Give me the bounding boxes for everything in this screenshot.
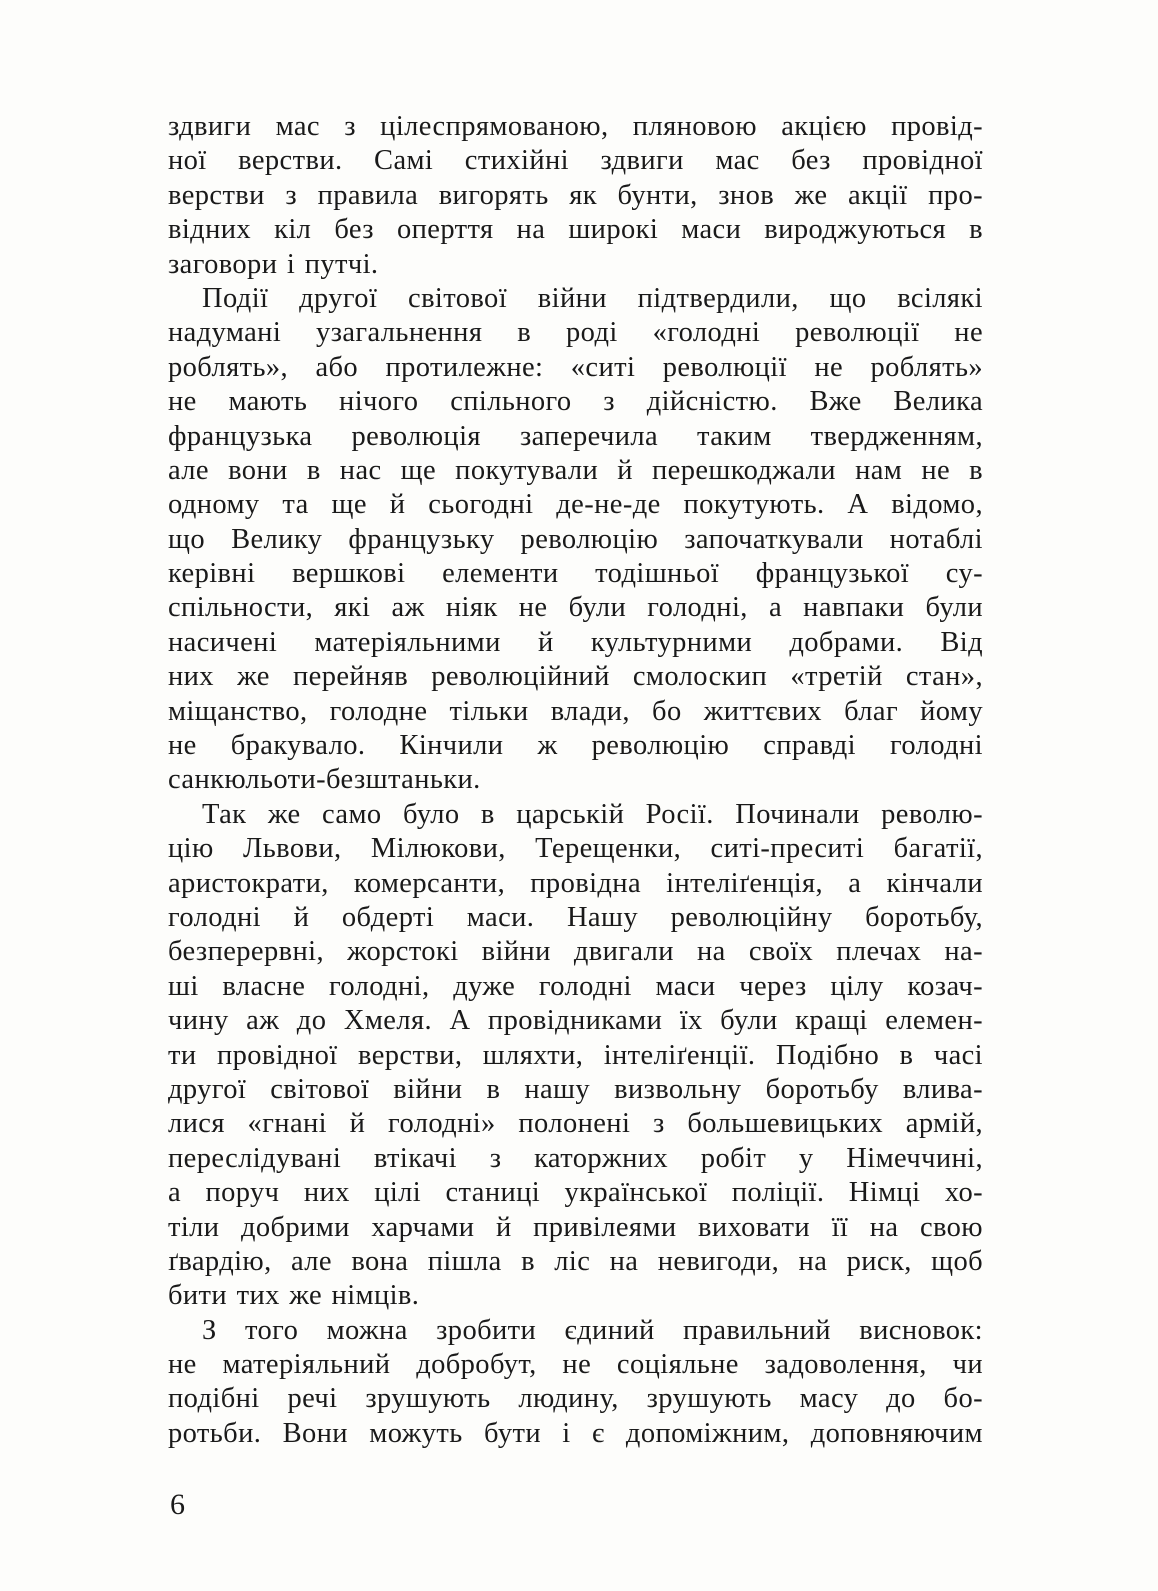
text-line: ґвардію, але вона пішла в ліс на невигоди, на риск, щоб bbox=[168, 1245, 983, 1277]
text-line: насичені матеріяльними й культурними добрами. Від bbox=[168, 626, 983, 658]
text-line: другої світової війни в нашу визвольну боротьбу влива- bbox=[168, 1073, 983, 1105]
text-line: не мають нічого спільного з дійсністю. Вже Велика bbox=[168, 386, 983, 418]
text-line: французька революція заперечила таким твердженням, bbox=[168, 420, 983, 452]
text-line: бити тих же німців. bbox=[168, 1280, 420, 1312]
text-line: ти провідної верстви, шляхти, інтеліґенції. Подібно в часі bbox=[168, 1039, 983, 1071]
text-line: лися «гнані й голодні» полонені з большевицьких армій, bbox=[168, 1108, 983, 1140]
page-number: 6 bbox=[170, 1488, 185, 1521]
text-line: тіли добрими харчами й привілеями виховати її на свою bbox=[168, 1211, 983, 1243]
text-line: здвиги мас з цілеспрямованою, пляновою акцією провід- bbox=[168, 111, 983, 142]
text-line: аристократи, комерсанти, провідна інтеліґенція, а кінчали bbox=[168, 867, 983, 899]
text-line: але вони в нас ще покутували й перешкоджали нам не в bbox=[168, 454, 983, 486]
text-line: З того можна зробити єдиний правильний висновок: bbox=[202, 1314, 983, 1346]
text-line: голодні й обдерті маси. Нашу революційну боротьбу, bbox=[168, 901, 983, 933]
text-line: роблять», або протилежне: «ситі революції не роблять» bbox=[168, 351, 983, 383]
text-line: ші власне голодні, дуже голодні маси через цілу козач- bbox=[168, 970, 983, 1002]
text-line: Так же само було в царській Росії. Починали револю- bbox=[202, 798, 983, 830]
text-line: міщанство, голодне тільки влади, бо життєвих благ йому bbox=[168, 695, 983, 727]
body-text bbox=[168, 110, 983, 1451]
text-line: не бракувало. Кінчили ж революцію справді голодні bbox=[168, 730, 983, 762]
text-line: санкюльоти-безштаньки. bbox=[168, 764, 481, 796]
text-line: а поруч них цілі станиці української поліції. Німці хо- bbox=[168, 1177, 983, 1209]
text-line: одному та ще й сьогодні де-не-де покутують. А відомо, bbox=[168, 489, 983, 521]
text-line: ної верстви. Самі стихійні здвиги мас без провідної bbox=[168, 145, 983, 177]
text-line: надумані узагальнення в роді «голодні революції не bbox=[168, 317, 983, 349]
text-line: безперервні, жорстокі війни двигали на своїх плечах на- bbox=[168, 936, 983, 968]
text-line: ротьби. Вони можуть бути і є допоміжним, доповняючим bbox=[168, 1417, 983, 1449]
text-line: чину аж до Хмеля. А провідниками їх були кращі елемен- bbox=[168, 1005, 983, 1037]
text-line: відних кіл без оперття на широкі маси вироджуються в bbox=[168, 214, 983, 246]
text-line: що Велику французьку революцію започаткували нотаблі bbox=[168, 523, 983, 555]
text-line: верстви з правила вигорять як бунти, знов же акції про- bbox=[168, 179, 983, 211]
text-line: не матеріяльний добробут, не соціяльне задоволення, чи bbox=[168, 1349, 983, 1381]
text-line: керівні вершкові елементи тодішньої французької су- bbox=[168, 558, 983, 590]
text-line: цію Львови, Мілюкови, Терещенки, ситі-преситі багатії, bbox=[168, 833, 983, 865]
text-line: Події другої світової війни підтвердили, що всілякі bbox=[202, 282, 983, 314]
text-line: подібні речі зрушують людину, зрушують масу до бо- bbox=[168, 1383, 983, 1415]
text-line: спільности, які аж ніяк не були голодні, а навпаки були bbox=[168, 592, 983, 624]
text-line: переслідувані втікачі з каторжних робіт у Німеччині, bbox=[168, 1142, 983, 1174]
text-line: заговори і путчі. bbox=[168, 248, 379, 280]
text-line: них же перейняв революційний смолоскип «третій стан», bbox=[168, 661, 983, 693]
